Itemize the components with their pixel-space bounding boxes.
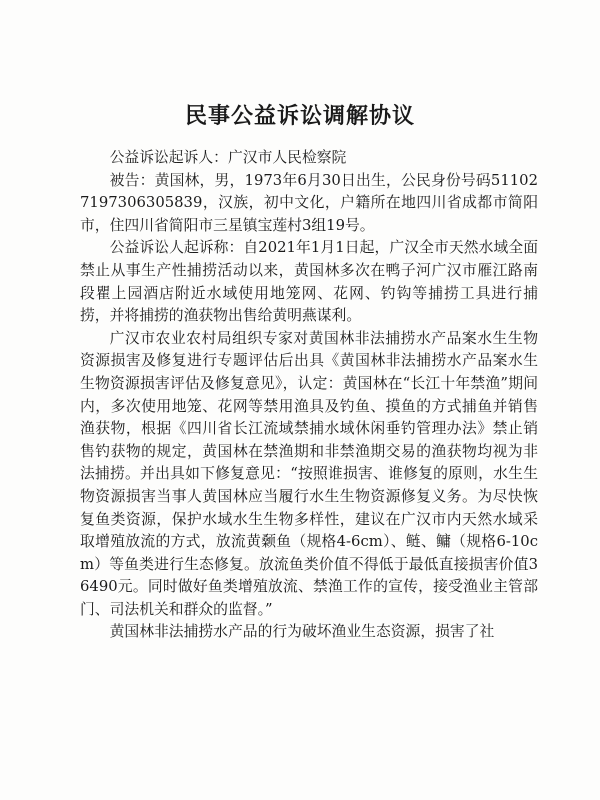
paragraph-plaintiff: 公益诉讼起诉人：广汉市人民检察院 (109, 149, 347, 166)
document-body (80, 147, 538, 644)
paragraph-conclusion: 黄国林非法捕捞水产品的行为破坏渔业生态资源，损害了社 (109, 623, 495, 641)
document-title: 民事公益诉讼调解协议 (184, 103, 415, 129)
paragraph-defendant: 被告：黄国林，男，1973年6月30日出生，公民身份号码511027197306305839，汉族，初中文化，户籍所在地四川省成都市简阳市，住四川省简阳市三星镇宝莲村3组19号。 (80, 171, 538, 234)
paragraph-assessment: 广汉市农业农村局组织专家对黄国林非法捕捞水产品案水生生物资源损害及修复进行专题评估后出具《黄国林非法捕捞水产品案水生生物资源损害评估及修复意见》，认定：黄国林在“长江十年禁渔”期间内，多次使用地笼、花网等禁用渔具及钓鱼、摸鱼的方式捕鱼并销售渔获物，根据《四川省长江流域禁捕水域休闲垂钓管理办法》禁止销售钓获物的规定，黄国林在禁渔期和非禁渔期交易的渔获物均视为非法捕捞。并出具如下修复意见：“按照谁损害、谁修复的原则，水生生物资源损害当事人黄国林应当履行水生生物资源修复义务。为尽快恢复鱼类资源，保护水域水生生物多样性，建议在广汉市内天然水域采取增殖放流的方式，放流黄颡鱼（规格4-6cm）、鲢、鳙（规格6-10cm）等鱼类进行生态修复。放流鱼类价值不得低于最低直接损害价值36490元。同时做好鱼类增殖放流、禁渔工作的宣传，接受渔业主管部门、司法机关和群众的监督。” (80, 329, 538, 618)
paragraph-claim: 公益诉讼人起诉称：自2021年1月1日起，广汉全市天然水域全面禁止从事生产性捕捞活动以来，黄国林多次在鸭子河广汉市雁江路南段瞿上园酒店附近水域使用地笼网、花网、钓钩等捕捞工具进行捕捞，并将捕捞的渔获物出售给黄明燕谋利。 (80, 239, 538, 325)
